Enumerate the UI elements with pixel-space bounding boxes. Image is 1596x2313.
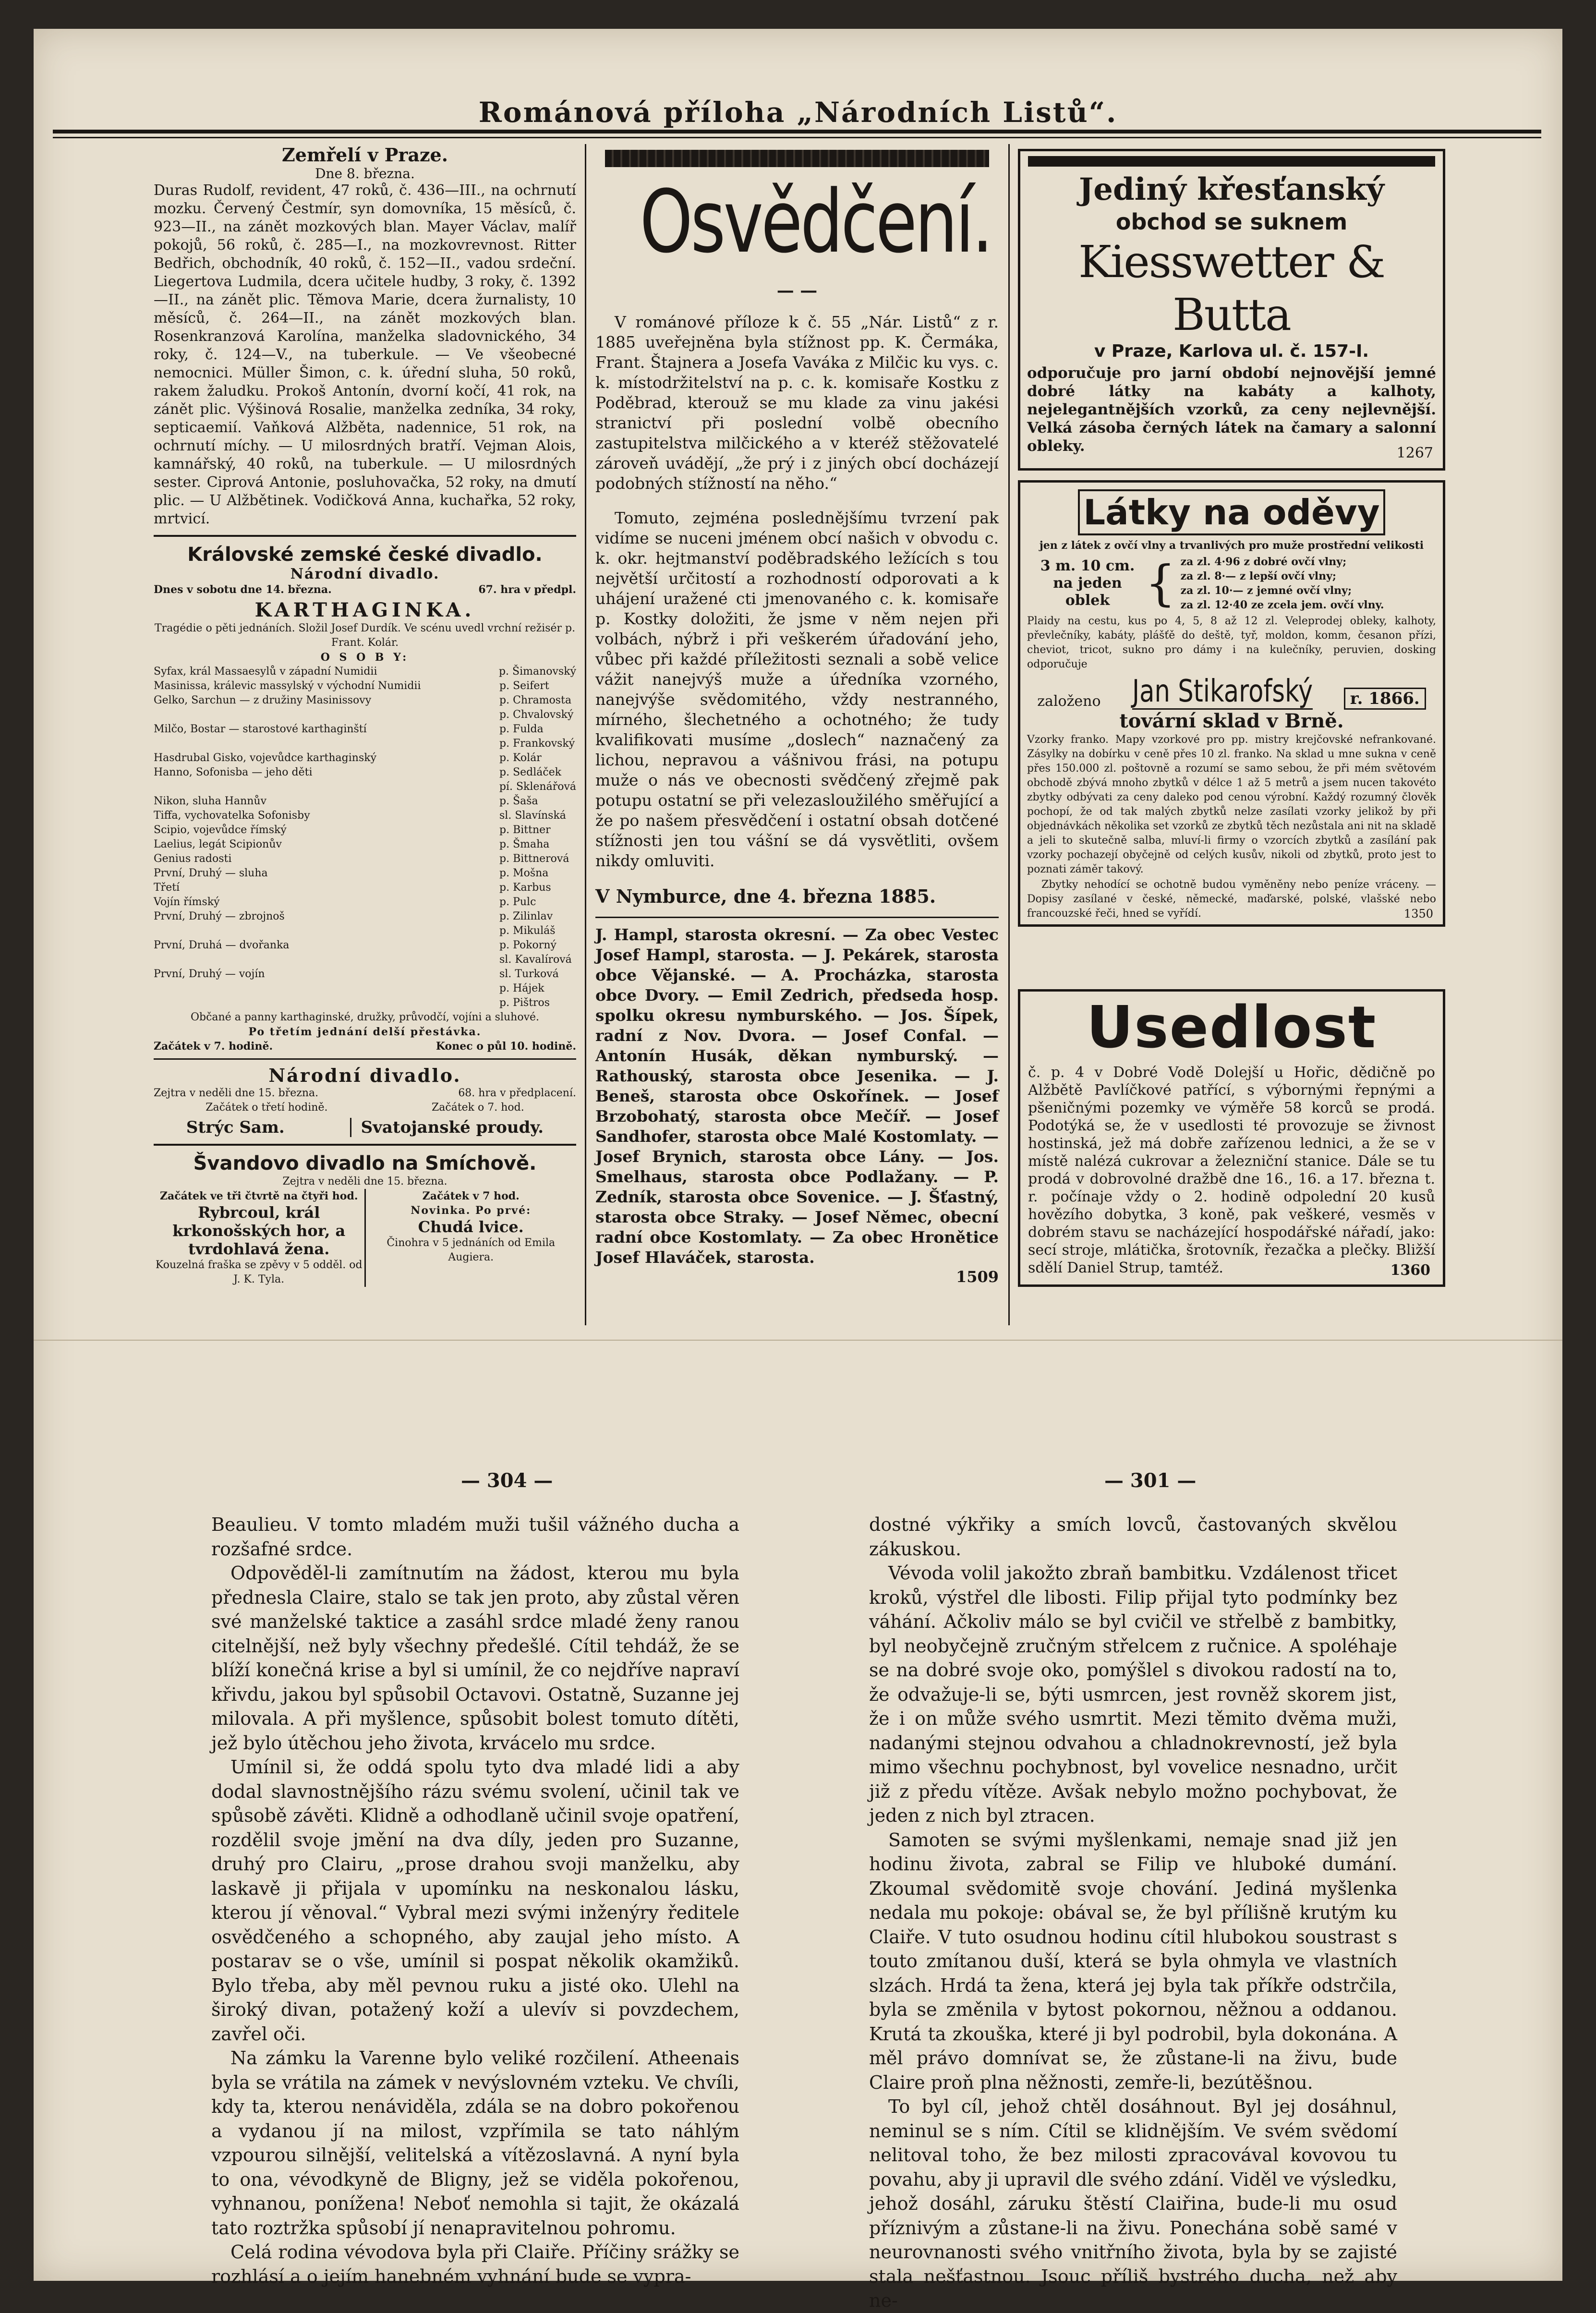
- theatre1-sub: Národní divadlo.: [290, 566, 440, 582]
- ad-latky-body2: Zbytky nehodící se ochotně budou vyměněny nebo peníze vráceny. — Dopisy zasílané v české, německé, maďarské, polské, vlašské nebo francouzské řeči, hned se vyřídí.: [1027, 879, 1436, 920]
- left-page-number: — 304 —: [461, 1469, 553, 1492]
- ad-kiesswetter-body: odporučuje pro jarní období nejnovější jemné dobré látky na kabáty a kalhoty, nejelegantnějších vzorků, za ceny nejlevnější. Velká zásoba černých látek na čamary a salonní obleky.: [1027, 364, 1436, 455]
- cast-actor: p. Kolár: [499, 752, 542, 764]
- ad-usedlost-title: Usedlost: [1086, 994, 1377, 1061]
- cast-actor: p. Mošna: [499, 867, 549, 879]
- ad-kiesswetter-l2: obchod se suknem: [1115, 209, 1348, 235]
- cast-row: [154, 794, 576, 809]
- cast-row: [154, 679, 576, 693]
- divider: [154, 1144, 576, 1146]
- ad-latky-body: Vzorky franko. Mapy vzorkové pro pp. mistry krejčovské nefrankované. Zásylky na dobírku v ceně přes 10 zl. franko. Na sklad u mne sukna v ceně přes 150.000 zl. poštovně a rozumí se samo sebou, že při mém světovém obchodě zbývá mnoho zbytků v délce 1 až 5 metrů a jsem nucen takovéto zbytky odbývati za ceny daleko pod cenou výrobní. Každý rozumný člověk pochopí, že od tak malých zbytků nelze zasílati vzorky jelikož by při objednávkách několika set vzorků ze zbytků těch nezůstala ani nit na skladě a jeli to skutečně salba, mluví-li firmy o vzorcích zbytků a zasílání pak vzorky pochazejí obyčejně od celých kusův, nikoli od zbytků, proto jest to poznati záměr takový.: [1027, 734, 1436, 875]
- cast-row: [154, 852, 576, 866]
- theatre1-title: Královské zemské české divadlo.: [187, 544, 543, 566]
- theatre3-left-note: Kouzelná fraška se zpěvy v 5 odděl. od J. K. Tyla.: [155, 1259, 363, 1285]
- cast-actor: p. Hájek: [499, 982, 544, 994]
- cast-actor: p. Bittnerová: [499, 853, 569, 865]
- cast-actor: p. Sedláček: [499, 766, 562, 778]
- right-page-number: — 301 —: [1104, 1469, 1197, 1492]
- theatre1-extras: Občané a panny karthaginské, družky, průvodčí, vojíni a sluhové.: [190, 1011, 540, 1023]
- divider: [595, 917, 999, 918]
- cast-role: Třetí: [154, 882, 180, 894]
- cast-row: [154, 765, 576, 780]
- ad-latky-founded-row: [1020, 675, 1443, 710]
- column-notices: [154, 144, 576, 1393]
- theatre1-line: [154, 582, 576, 597]
- cast-actor: p. Frankovský: [499, 738, 575, 750]
- masthead-rule: [53, 130, 1541, 133]
- cast-actor: p. Chvalovský: [499, 709, 574, 721]
- theatre3-left-play: Rybrcoul, král krkonošských hor, a tvrdohlavá žena.: [172, 1203, 346, 1258]
- certificate-p1: V románové příloze k č. 55 „Nár. Listů“ z r. 1885 uveřejněna byla stížnost pp. K. Čermáka, Frant. Štajnera a Josefa Vaváka z Milčic ku vys. c. k. místodržitelství na p. c. k. komisaře Kostku z Poděbrad, kterouž se mu klade za vinu jakési stranictví při poslední volbě obecního zastupitelstva milčického a v kteréž stěžovatelé zároveň uvádějí, „že prý i z jiných obcí docházejí podobných stížností na něho.“: [595, 313, 999, 493]
- theatre2-date: Zejtra v neděli dne 15. března.: [154, 1087, 319, 1099]
- ad-latky-l2: Plaidy na cestu, kus po 4, 5, 8 až 12 zl. Veleprodej obleky, kalhoty, převlečníky, kabáty, plášťě do deště, tyř, moldon, komm, česanon přízi, cheviot, tricot, sukno pro dámy i na kulečníky, peruvien, dosking odporučuje: [1027, 615, 1436, 670]
- theatre3-grid: [154, 1189, 576, 1287]
- cast-row: [154, 751, 576, 765]
- cast-actor: sl. Slavínská: [499, 810, 566, 822]
- theatre2-title: Národní divadlo.: [268, 1065, 461, 1086]
- theatre1-times: [154, 1039, 576, 1054]
- theatre2-right-start: Začátek o 7. hod.: [431, 1102, 524, 1114]
- certificate-number: 1509: [955, 1268, 999, 1286]
- left-page-paragraph: Odpověděl-li zamítnutím na žádost, kterou mu byla přednesla Claire, stalo se tak jen proto, aby zůstal věren své manželské taktice a zasáhl srdce mladé ženy ranou citelnější, než byly všechny předešlé. Cítil tehdáž, že se blíží konečná krise a byl si umínil, že co nejdříve napraví křivdu, jakou byl spůsobil Octavovi. Ostatně, Suzanne jej milovala. A při myšlence, spůsobit bolest tomuto dítěti, jež bylo útěchou jeho života, krvácelo mu srdce.: [211, 1562, 739, 1754]
- cast-role: První, Druhý — zbrojnoš: [154, 910, 285, 922]
- ad-kiesswetter-l4: v Praze, Karlova ul. č. 157-I.: [1094, 341, 1369, 361]
- cast-row: [154, 809, 576, 823]
- cast-actor: p. Šaša: [499, 795, 538, 807]
- cast-list: [154, 665, 576, 1010]
- deaths-title: Zemřelí v Praze.: [282, 144, 448, 166]
- price-line: za zl. 4·96 z dobré ovčí vlny;: [1180, 556, 1347, 568]
- cast-actor: p. Šimanovský: [498, 666, 576, 678]
- ad-latky: [1018, 480, 1445, 927]
- ad-kiesswetter: [1018, 149, 1445, 471]
- theatre1-play: KARTHAGINKA.: [254, 599, 475, 621]
- ad-kiesswetter-num: 1267: [1396, 445, 1433, 461]
- column-certificate: [595, 144, 999, 1306]
- cast-actor: p. Fulda: [499, 723, 544, 735]
- theatre3-title: Švandovo divadlo na Smíchově.: [193, 1152, 537, 1175]
- theatre1-end: Konec o půl 10. hodině.: [435, 1040, 576, 1053]
- theatre1-date: Dnes v sobotu dne 14. března.: [154, 583, 332, 596]
- deaths-date: Dne 8. března.: [315, 166, 415, 182]
- newspaper-page: [34, 29, 1562, 2311]
- left-page-paragraph: Celá rodina vévodova byla při Claiře. Příčiny srážky se rozhlásí a o jejím hanebném vyhnání bude se vypra-: [211, 2241, 739, 2287]
- column-rule: [585, 144, 586, 1325]
- cast-actor: p. Zilinlav: [499, 910, 553, 922]
- ad-latky-factory: tovární sklad v Brně.: [1119, 710, 1344, 732]
- cast-row: [154, 981, 576, 996]
- ad-latky-price-left: 3 m. 10 cm. na jeden oblek: [1040, 557, 1135, 609]
- theatre2-starts: [154, 1101, 576, 1115]
- cast-row: [154, 722, 576, 737]
- cast-row: [154, 737, 576, 751]
- ad-kiesswetter-bar: [1028, 156, 1435, 167]
- ad-latky-name: Jan Stikarofský: [1132, 674, 1313, 709]
- theatre2-right-play: Svatojanské proudy.: [350, 1118, 544, 1137]
- right-page-paragraph: dostné výkřiky a smích lovců, častovaných skvělou zákuskou.: [869, 1514, 1397, 1560]
- theatre2-left-start: Začátek o třetí hodině.: [206, 1102, 328, 1114]
- cast-role: Milčo, Bostar — starostové karthaginští: [154, 723, 367, 735]
- theatre1-notice: Po třetím jednání delší přestávka.: [248, 1026, 482, 1038]
- cast-role: Vojín římský: [154, 896, 220, 908]
- cast-actor: p. Seifert: [499, 680, 549, 692]
- cast-actor: p. Karbus: [499, 882, 551, 894]
- left-page-paragraph: Umínil si, že oddá spolu tyto dva mladé lidi a aby dodal slavnostnějšího rázu svému svolení, učinil tak ve spůsobě závěti. Klidně a odhodlaně učinil svoje opatření, rozdělil svoje jmění na dva díly, jeden pro Suzanne, druhý pro Clairu, „prose drahou svoji manželku, aby laskavě ji přijala v upomínku na neskonalou lásku, kterou jí věnoval.“ Vybral mezi svými inženýry ředitele osvědčeného a schopného, aby zaujal jeho místo. A postarav se o vše, umínil si pospat několik okamžiků. Bylo třeba, aby měl pevnou ruku a jisté oko. Ulehl na široký divan, potažený koží a ulevív si povzdechem, zavřel oči.: [211, 1756, 739, 2045]
- cast-role: Syfax, král Massaesylů v západní Numidii: [154, 666, 377, 678]
- cast-row: [154, 909, 576, 924]
- cast-actor: p. Bittner: [499, 824, 551, 836]
- deaths-text: Duras Rudolf, revident, 47 roků, č. 436—III., na ochrnutí mozku. Červený Čestmír, syn domovníka, 15 měsíců, č. 923—II., na zánět mozkových blan. Mayer Václav, malíř pokojů, 56 roků, č. 285—I., na mozkovrevnost. Ritter Bedřich, obchodník, 40 roků, č. 152—II., vadou srdeční. Liegertova Ludmila, dcera učitele hudby, 3 roky, č. 1392—II., na zánět plic. Těmova Marie, dcera žurnalisty, 10 měsíců, č. 264—II., na zánět mozkových blan. Rosenkranzová Karolína, manželka sladovnického, 34 roky, č. 124—V., na tuberkule. — Ve všeobecné nemocnici. Müller Šimon, c. k. úřední sluha, 50 roků, rakem žaludku. Prokoš Antonín, dvorní kočí, 41 rok, na zánět plic. Výšinová Rosalie, manželka zedníka, 34 roky, septicaemií. Vaňková Alžběta, nadennice, 51 rok, na ochrnutí míchy. — U milosrdných bratří. Vejman Alois, kamnářský, 40 roků, na tuberkule. — U milosrdných sester. Ciprová Antonie, posluhovačka, 52 roky, na dmutí plic. — U Alžbětinek. Vodičková Anna, kuchařka, 52 roky, mrtvicí.: [154, 182, 576, 527]
- right-page-paragraph: To byl cíl, jehož chtěl dosáhnout. Byl jej dosáhnul, neminul se s ním. Cítil se klidnějším. Ve svém svědomí nelitoval toho, že bez milosti zpracovával kovovou tu povahu, aby ji upravil dle svého zdání. Viděl ve výsledku, jehož dosáhl, záruku štěstí Claiřina, bude-li mu osud příznivým a zůstane-li na živu. Ponechána sobě samé v neurovnanosti svého vnitřního života, byla by se zajisté stala nešťastnou. Jsouc příliš bystrého ducha, než aby ne-: [869, 2096, 1397, 2311]
- cast-role: Genius radosti: [154, 853, 232, 865]
- theatre3-right-start: Začátek v 7 hod.: [422, 1190, 520, 1202]
- theatre1-osoby: O S O B Y:: [320, 651, 410, 664]
- ad-latky-l1: jen z látek z ovčí vlny a trvanlivých pro muže prostřední velikosti: [1039, 539, 1424, 552]
- fold-line: [34, 1340, 1562, 1341]
- ad-usedlost-num: 1360: [1390, 1262, 1430, 1279]
- certificate-title: Osvědčení.: [640, 172, 991, 272]
- certificate-p2: Tomuto, zejména poslednějšímu tvrzení pak vidíme se nuceni jménem obcí našich v obvodu c. k. okr. hejtmanství poděbradského ležících s tou největší určitostí a rozhodností odporovati a k uhájení uražené cti jmenovaného c. k. komisaře p. Kostky doložiti, že jsme v něm nejen při volbách, nýbrž i při veškerém úřadování jeho, vůbec při každé příležitosti seznali a sobě velice vážit nanejvýš muže a úředníka vzorného, nanejvýše svědomitého, vždy nestranného, mírného, šlechetného a ochotného; že tudy kvalifikovati musíme „doslech“ naznačený za lichou, nepravou a vášnivou frási, na potupu muže o nás ve obecnosti svědčený zřejmě pak potupu ostatní se při velezasloužilého směřující a že po našem přesvědčení i ostatní obsah dotčené stížnosti jen tou vášní se dá vysvětliti, ovšem nikdy omluviti.: [595, 509, 999, 870]
- cast-row: [154, 895, 576, 909]
- ad-kiesswetter-l1: Jediný křesťanský: [1079, 171, 1384, 207]
- right-page-paragraph: Samoten se svými myšlenkami, nemaje snad již jen hodinu života, zabral se Filip ve hluboké dumání. Zkoumal svědomitě svoje chování. Jediná myšlenka nedala mu pokoje: obával se, že byl přílišně krutým ku Claiře. V tuto osudnou hodinu cítil hlubokou soustrast s touto zmítanou duší, která se byla ohmyla ve vlastních slzách. Hrdá ta žena, která jej byla tak příkře odstrčila, byla se změnila v bytost pokornou, něžnou a oddanou. Krutá ta zkouška, které ji byl podrobil, byla dokonána. A měl právo domnívat se, že zůstane-li na živu, bude Claire proň plna něžnosti, zemře-li, bezútěšnou.: [869, 1829, 1397, 2093]
- cast-role: Scipio, vojevůdce římský: [154, 824, 287, 836]
- cast-actor: p. Pulc: [499, 896, 536, 908]
- left-page-paragraph: Na zámku la Varenne bylo veliké rozčilení. Atheenais byla se vrátila na zámek v nevýslovném vzteku. Ve chvíli, kdy ta, kterou nenáviděla, zdála se na dobro pokořenou a vydanou jí na milost, vzpřímila se tato náhlým vzpourou silnější, velitelská a vítězoslavná. A nyní byla to ona, vévodkyně de Bligny, jež se viděla pokořenou, vyhnanou, ponížena! Neboť nemohla si tajit, že okázalá tato roztržka spůsobí jí nenapravitelnou pohromu.: [211, 2047, 739, 2239]
- theatre3-right-play: Chudá lvice.: [418, 1218, 524, 1236]
- certificate-signatures: J. Hampl, starosta okresní. — Za obec Vestec Josef Hampl, starosta. — J. Pekárek, starosta obce Vějanské. — A. Procházka, starosta obce Dvory. — Emil Zedrich, předseda hosp. spolku okresu nymburského. — Jos. Šípek, radní z Nov. Dvora. — Josef Confal. — Antonín Husák, děkan nymburský. — Rathouský, starosta obce Jesenika. — J. Beneš, starosta obce Oskořínek. — Josef Brzobohatý, starosta obce Mečíř. — Josef Sandhofer, starosta obce Malé Kostomlaty. — Josef Brynich, starosta obce Lány. — Jos. Smelhaus, starosta obce Podlažany. — P. Zedník, starosta obce Sovenice. — J. Šťastný, starosta obce Straky. — Josef Němec, obecní radní obce Kostomlaty. — Za obec Hronětice Josef Hlaváček, starosta.: [595, 925, 999, 1267]
- ad-latky-founded: založeno: [1037, 693, 1101, 710]
- cast-row: [154, 866, 576, 881]
- right-page-text: [869, 1513, 1397, 2311]
- theatre3-right: [364, 1189, 577, 1287]
- theatre3-right-note: Činohra v 5 jednáních od Emila Augiera.: [387, 1237, 556, 1263]
- cast-row: [154, 780, 576, 794]
- cast-actor: p. Šmaha: [499, 838, 550, 850]
- column-rule: [1008, 144, 1010, 1325]
- cast-role: Nikon, sluha Hannův: [154, 795, 267, 807]
- cast-row: [154, 938, 576, 953]
- ad-usedlost-body: č. p. 4 v Dobré Vodě Dolejší u Hořic, dědičně po Alžbětě Pavlíčkové patřící, s výbornými řepnými a pšeničnými pozemky ve výměře 58 korců se prodá. Podotýká se, že v usedlosti té provozuje se živnost hostinská, jež má dobře zařízenou lednici, a že se v místě nalézá cukrovar a železniční stanice. Dále se tu prodá v dobrovolné dražbě dne 16., 16. a 17. března t. r. počínaje vždy o 2. hodině odpolední 20 kusů hovězího dobytka, 3 koně, pak veškeré, vesměs v dobrém stavu se nacházející hospodářské nářadí, jako: secí stroje, mlátička, šrotovník, řezačka a plečky. Bližší sdělí Daniel Strup, tamtéž.: [1028, 1064, 1435, 1276]
- cast-row: [154, 665, 576, 679]
- certificate-header-bar: [605, 150, 989, 167]
- theatre3-left-start: Začátek ve tři čtvrtě na čtyři hod.: [159, 1190, 358, 1202]
- cast-actor: sl. Turková: [499, 968, 559, 980]
- theatre2-subscription: 68. hra v předplacení.: [458, 1087, 576, 1099]
- ad-latky-price-list: [1181, 555, 1384, 612]
- theatre1-desc: Tragédie o pěti jednáních. Složil Josef Durdík. Ve scénu uvedl vrchní režisér p. Frant. Kolár.: [154, 622, 576, 649]
- theatre1-subscription: 67. hra v předpl.: [478, 583, 576, 596]
- cast-actor: p. Chramosta: [499, 694, 572, 706]
- cast-row: [154, 837, 576, 852]
- cast-actor: sl. Kavalírová: [499, 954, 572, 966]
- ad-kiesswetter-l3: Kiesswetter & Butta: [1078, 236, 1385, 340]
- cast-row: [154, 693, 576, 708]
- cast-row: [154, 953, 576, 967]
- divider: [154, 535, 576, 537]
- masthead-rule-thin: [53, 137, 1541, 138]
- divider: [154, 1058, 576, 1060]
- theatre3-left: [154, 1189, 364, 1287]
- certificate-dash: — —: [776, 280, 818, 301]
- cast-row: [154, 881, 576, 895]
- cast-role: Laelius, legát Scipionův: [154, 838, 282, 850]
- ad-usedlost: [1018, 989, 1445, 1287]
- cast-role: Gelko, Sarchun — z družiny Masinissovy: [154, 694, 372, 706]
- cast-role: Tiffa, vychovatelka Sofonisby: [154, 810, 310, 822]
- theatre3-line: Zejtra v neděli dne 15. března.: [282, 1175, 447, 1187]
- cast-role: Hanno, Sofonisba — jeho děti: [154, 766, 313, 778]
- ad-latky-num: 1350: [1403, 907, 1433, 920]
- ad-latky-prices: [1020, 553, 1443, 614]
- cast-row: [154, 924, 576, 938]
- cast-row: [154, 823, 576, 837]
- certificate-place: V Nymburce, dne 4. března 1885.: [595, 885, 936, 907]
- cast-actor: p. Pokorný: [499, 939, 556, 951]
- price-line: za zl. 10·— z jemné ovčí vlny;: [1180, 584, 1352, 597]
- theatre1-start: Začátek v 7. hodině.: [154, 1040, 273, 1053]
- cast-role: Hasdrubal Gisko, vojevůdce karthaginský: [154, 752, 377, 764]
- theatre2-left-play: Strýc Sam.: [186, 1118, 285, 1137]
- cast-actor: p. Mikuláš: [499, 925, 556, 937]
- cast-row: [154, 996, 576, 1010]
- theatre3-right-label: Novinka. Po prvé:: [411, 1204, 532, 1217]
- cast-role: První, Druhý — sluha: [154, 867, 268, 879]
- ad-latky-brace: {: [1145, 555, 1176, 611]
- left-page-paragraph: Beaulieu. V tomto mladém muži tušil vážného ducha a rozšafné srdce.: [211, 1514, 739, 1560]
- ad-latky-year: r. 1866.: [1344, 688, 1426, 710]
- cast-row: [154, 708, 576, 722]
- price-line: za zl. 12·40 ze zcela jem. ovčí vlny.: [1180, 599, 1384, 611]
- cast-role: První, Druhá — dvořanka: [154, 939, 290, 951]
- cast-role: První, Druhý — vojín: [154, 968, 265, 980]
- cast-actor: pí. Sklenářová: [499, 781, 576, 793]
- theatre2-plays: [154, 1118, 576, 1137]
- cast-role: Masinissa, králevic massylský v východní Numidii: [154, 680, 421, 692]
- ad-latky-title: Látky na oděvy: [1078, 489, 1385, 535]
- cast-row: [154, 967, 576, 981]
- cast-actor: p. Pištros: [499, 997, 550, 1009]
- price-line: za zl. 8·— z lepší ovčí vlny;: [1180, 570, 1337, 582]
- left-page-text: [211, 1513, 739, 2287]
- theatre2-line: [154, 1086, 576, 1101]
- right-page-paragraph: Vévoda volil jakožto zbraň bambitku. Vzdálenost třicet kroků, výstřel dle libosti. Filip přijal tyto podmínky bez váhání. Ačkoliv málo se byl cvičil ve střelbě z bambitky, byl neobyčejně zručným střelcem z ručnice. A spoléhaje se na dobré svoje oko, pomýšlel s divokou radostí na to, že odvažuje-li se, býti usmrcen, jest rovněž skorem jist, že i on může svého usmrtit. Mezi těmito dvěma muži, nadanými stejnou odvahou a chladnokrevností, jež byla mimo všechnu pochybnost, byl vovelice nesnadno, určit již z předu vítěze. Avšak nebylo možno pochybovat, že jeden z nich byl ztracen.: [869, 1562, 1397, 1826]
- masthead: Románová příloha „Národních Listů“.: [478, 96, 1118, 129]
